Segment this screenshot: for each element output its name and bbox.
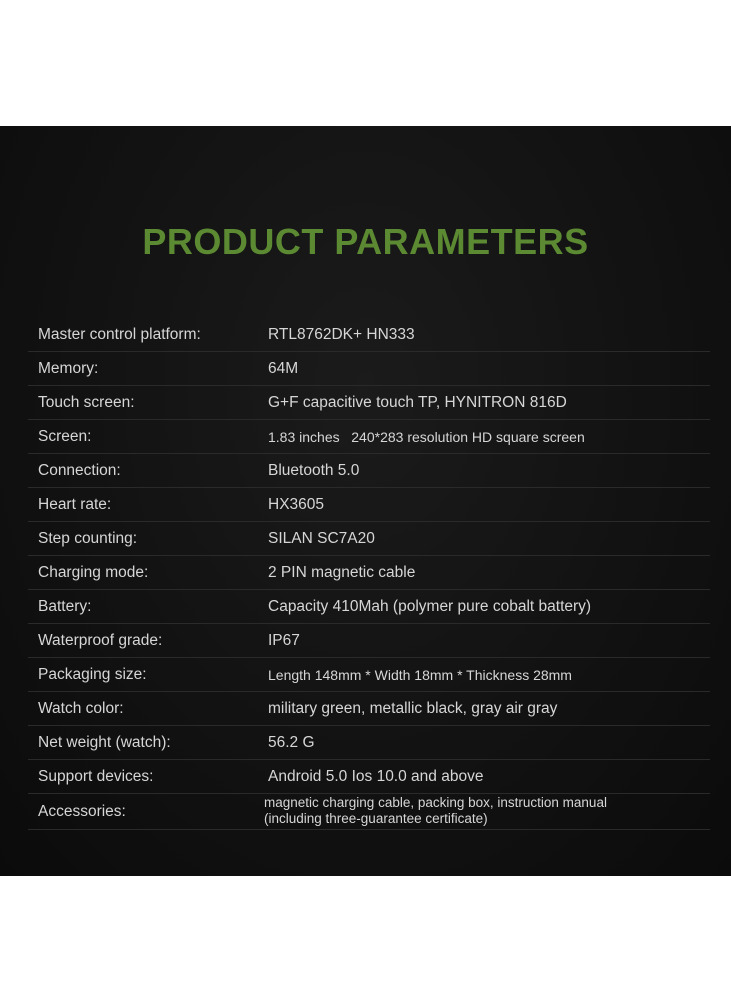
row-label: Memory:	[38, 360, 99, 377]
row-value: G+F capacitive touch TP, HYNITRON 816D	[268, 394, 567, 411]
table-row	[28, 352, 710, 386]
row-value: 64M	[268, 360, 299, 377]
table-row	[28, 726, 710, 760]
row-value: Length 148mm * Width 18mm * Thickness 28mm	[268, 667, 572, 683]
row-label: Packaging size:	[38, 666, 147, 683]
row-label: Screen:	[38, 428, 92, 445]
parameters-table	[28, 318, 710, 830]
page-title: PRODUCT PARAMETERS	[142, 221, 589, 262]
row-value	[264, 795, 731, 827]
table-row	[28, 624, 710, 658]
row-value: 1.83 inches 240*283 resolution HD square screen	[268, 429, 585, 445]
row-label: Support devices:	[38, 768, 154, 785]
table-row	[28, 522, 710, 556]
table-row	[28, 386, 710, 420]
row-value: 56.2 G	[268, 734, 315, 751]
table-row	[28, 794, 710, 830]
row-label: Battery:	[38, 598, 92, 615]
row-value: IP67	[268, 632, 300, 649]
row-value: Capacity 410Mah (polymer pure cobalt battery)	[268, 598, 592, 615]
row-value: Android 5.0 Ios 10.0 and above	[268, 768, 484, 785]
table-row	[28, 556, 710, 590]
table-row	[28, 590, 710, 624]
row-label: Touch screen:	[38, 394, 135, 411]
row-label: Step counting:	[38, 530, 138, 547]
row-label: Master control platform:	[38, 326, 201, 343]
accessories-line-2: (including three-guarantee certificate)	[264, 811, 488, 826]
row-label: Heart rate:	[38, 496, 112, 513]
table-row	[28, 692, 710, 726]
row-value: RTL8762DK+ HN333	[268, 326, 415, 343]
table-row	[28, 488, 710, 522]
row-label: Net weight (watch):	[38, 734, 171, 751]
row-value: 2 PIN magnetic cable	[268, 564, 416, 581]
table-row	[28, 454, 710, 488]
row-label: Accessories:	[38, 803, 126, 820]
table-row	[28, 318, 710, 352]
product-parameters-panel	[0, 126, 731, 876]
row-value: HX3605	[268, 496, 325, 513]
table-row	[28, 658, 710, 692]
row-value: SILAN SC7A20	[268, 530, 375, 547]
accessories-line-1: magnetic charging cable, packing box, instruction manual	[264, 795, 607, 810]
row-label: Watch color:	[38, 700, 124, 717]
row-label: Waterproof grade:	[38, 632, 163, 649]
table-row	[28, 760, 710, 794]
row-value: military green, metallic black, gray air gray	[268, 700, 558, 717]
row-value: Bluetooth 5.0	[268, 462, 360, 479]
row-label: Connection:	[38, 462, 121, 479]
row-label: Charging mode:	[38, 564, 149, 581]
table-row	[28, 420, 710, 454]
